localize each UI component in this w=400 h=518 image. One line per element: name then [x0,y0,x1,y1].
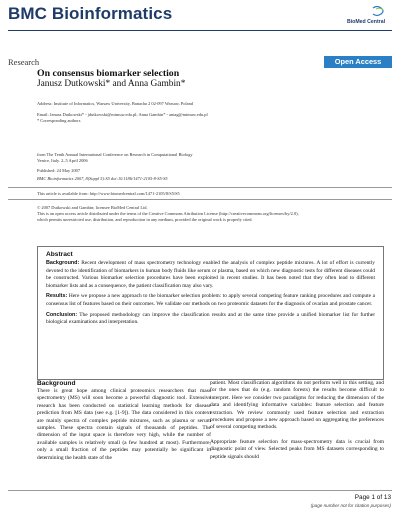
article-url[interactable]: This article is available from: http://www.biomedcentral.com/1471-2105/8/S5/S5 [37,191,180,196]
abstract-results [46,293,375,308]
author-emails: Email: Janusz Dutkowski* - jdutkowski@mimuw.edu.pl; Anna Gambin* - aniag@mimuw.edu.pl [37,112,208,117]
abstract-box [37,246,384,380]
background-heading: Background [37,380,76,387]
published-date: Published: 24 May 2007 [37,168,81,173]
abstract-conclusion-text: The proposed methodology can improve the classification results and at the same time provide a unified biomarker list for further biological examinations and interpretation. [46,311,375,326]
article-title: On consensus biomarker selection [37,68,180,79]
logo-text: BioMed Central [346,19,386,25]
page-note: (page number not for citation purposes) [310,503,391,508]
abstract-background [46,260,375,290]
license-terms: which permits unrestricted use, distribution, and reproduction in any medium, provided the original work is properly cited. [37,217,253,222]
conference-venue: Venice, Italy. 2–5 April 2006 [37,158,88,163]
abstract-conclusion [46,312,375,327]
abstract-conclusion-label: Conclusion: [46,311,78,318]
journal-title: BMC Bioinformatics [8,4,173,23]
page-number: Page 1 of 13 [354,494,391,501]
abstract-heading: Abstract [46,251,73,258]
body-paragraph: Appropriate feature selection for mass-spectrometry data is crucial from diagnostic point of view. Selected peaks from MS datasets corresponding to peptide signals should [210,438,384,460]
body-paragraph: patient. Most classification algorithms do not perform well in this setting, and for the ones that do (e.g. random forests) the results become difficult to interpret. Here we consider two paradigms for reducing the dimension of the data and identifying informative variables: feature selection and feature extraction. We review commonly used feature selection and extraction procedures and propose a new approach based on aggregating the preferences of several competing methods. [210,380,384,431]
abstract-results-label: Results: [46,293,68,300]
copyright-line: © 2007 Dutkowski and Gambin; licensee BioMed Central Ltd. [37,205,148,210]
abstract-background-text: Recent development of mass spectrometry technology enabled the analysis of complex peptide mixtures. A lot of effort is currently devoted to the identification of biomarkers in human body fluids like serum or plasma, based on which new diagnostic tests for different diseases could be constructed. Various biomarker selection procedures have been exploited in recent studies. It has been noted that they often lead to different biomarker lists and as a consequence, the patient classification may also vary. [46,260,375,289]
meta-rule [8,187,392,188]
header-rule [8,30,392,31]
body-left-column [37,380,211,469]
corresponding-note: * Corresponding authors [37,118,81,123]
section-label: Research [8,57,40,67]
open-access-badge: Open Access [324,56,392,68]
body-right-column [210,380,384,468]
article-authors: Janusz Dutkowski* and Anna Gambin* [37,79,186,89]
citation-line: BMC Bioinformatics 2007, 8(Suppl 5):S5 doi:10.1186/1471-2105-8-S5-S5 [37,176,168,181]
publisher-logo [341,6,391,28]
biomed-central-logo-icon [341,6,391,19]
conference-line: from The Tenth Annual International Conference on Research in Computational Biology [37,152,193,157]
abstract-background-label: Background: [46,260,80,266]
abstract-results-text: Here we propose a new approach to the biomarker selection problem: to apply several competing feature ranking procedures and compute a consensus list of features based on their outcomes. We validate our methods on two proteomic datasets for the diagnosis of ovarian and prostate cancer. [46,293,375,307]
license-line: This is an open access article distributed under the terms of the Creative Commons Attribution License (http://creativecommons.org/licenses/by/2.0), [37,211,299,216]
url-rule [8,199,392,200]
author-address: Address: Institute of Informatics, Warsaw University, Banacha 2 02-097 Warsaw, Poland [37,101,193,106]
footer-rule [8,490,392,491]
body-paragraph: There is great hope among clinical proteomics researchers that mass spectrometry (MS) will soon become a powerful diagnostic tool. Extensive research has been conducted on statistical learning methods for disease prediction from MS data (see e.g. [1-9]). The data considered in this context are mainly spectra of complex peptide mixtures, such as plasma or serum samples. These spectra contain signals of thousands of peptides. The dimension of the input space is therefore very high, while the number of available samples is relatively small (a few hundred at most). Furthermore, only a small fraction of the peptides may potentially be significant in determining the health state of the [37,388,211,461]
